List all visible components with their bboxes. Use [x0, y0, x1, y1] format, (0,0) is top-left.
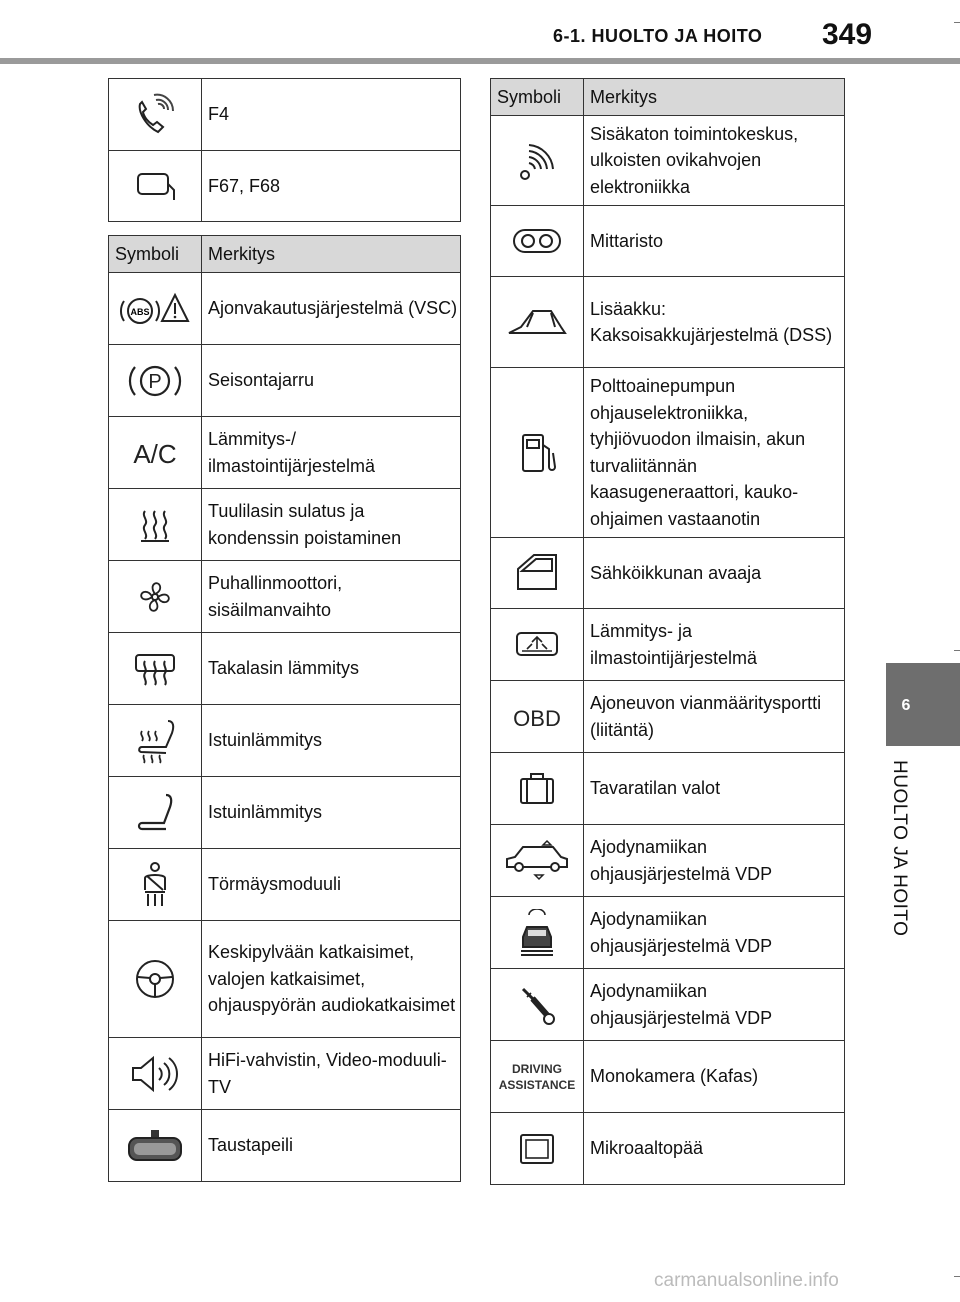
meaning-cell: Taustapeili: [202, 1110, 461, 1182]
symbol-cell: [491, 116, 584, 206]
table-row: [109, 705, 461, 777]
car-adjust-icon: [515, 909, 559, 957]
symbol-cell: [491, 753, 584, 825]
meaning-cell: Tavaratilan valot: [584, 753, 845, 825]
meaning-cell: Lämmitys- ja ilmastointijärjestelmä: [584, 609, 845, 681]
meaning-cell: Ajodynamiikan ohjausjärjestelmä VDP: [584, 825, 845, 897]
fan-icon: [134, 576, 176, 618]
table-row: [109, 561, 461, 633]
svg-text:ABS: ABS: [130, 306, 150, 317]
table-row: [491, 277, 845, 368]
table-row: [491, 368, 845, 538]
chapter-number: 6: [901, 697, 911, 714]
symbol-cell: [109, 1110, 202, 1182]
column-header: Symboli: [491, 79, 584, 116]
meaning-cell: F67, F68: [202, 151, 461, 222]
trunk-light-icon: [515, 769, 559, 809]
meaning-cell: F4: [202, 79, 461, 151]
key-signal-icon: [517, 139, 557, 183]
damper-icon: [515, 981, 559, 1029]
symbol-cell: [109, 417, 202, 489]
speaker-icon: [127, 1052, 183, 1096]
symbol-cell: [491, 538, 584, 609]
page-number: 349: [822, 18, 873, 51]
meaning-cell: Istuinlämmitys: [202, 777, 461, 849]
table-row: [109, 273, 461, 345]
table-row: [109, 849, 461, 921]
meaning-cell: Keskipylvään katkaisimet, valojen katkaisimet, ohjauspyörän audiokatkaisimet: [202, 921, 461, 1038]
symbol-cell: [109, 561, 202, 633]
table-row: [491, 538, 845, 609]
table-header-row: [491, 79, 845, 116]
symbol-cell: [109, 921, 202, 1038]
meaning-cell: Mittaristo: [584, 206, 845, 277]
section-title: 6-1. HUOLTO JA HOITO: [553, 26, 763, 46]
table-row: [491, 753, 845, 825]
meaning-cell: Lisäakku: Kaksoisakkujärjestelmä (DSS): [584, 277, 845, 368]
symbol-cell: [109, 777, 202, 849]
rearview-mirror-icon: [123, 1126, 187, 1166]
phone-signal-icon: [130, 90, 180, 140]
symbol-cell: [491, 1041, 584, 1113]
table-row: [109, 1110, 461, 1182]
battery-car-icon: [505, 305, 569, 339]
symbol-cell: [491, 969, 584, 1041]
airbag-seatbelt-icon: [135, 860, 175, 910]
symbol-cell: [109, 79, 202, 151]
table-row: [109, 1038, 461, 1110]
table-row: [491, 609, 845, 681]
meaning-cell: Istuinlämmitys: [202, 705, 461, 777]
symbol-cell: [491, 825, 584, 897]
fuse-table-right: [490, 78, 845, 1185]
header-rule: [0, 58, 960, 64]
meaning-cell: Ajodynamiikan ohjausjärjestelmä VDP: [584, 969, 845, 1041]
rear-defrost-icon: [132, 649, 178, 689]
symbol-cell: [491, 1113, 584, 1185]
table-row: [109, 417, 461, 489]
footer-watermark: carmanualsonline.info: [654, 1270, 839, 1291]
column-header: Merkitys: [584, 79, 845, 116]
table-row: [491, 969, 845, 1041]
radar-icon: [517, 1131, 557, 1167]
symbol-cell: [109, 1038, 202, 1110]
symbol-cell: [491, 681, 584, 753]
seat-icon: [132, 789, 178, 837]
table-row: [109, 151, 461, 222]
table-row: [491, 897, 845, 969]
margin-tick: [954, 1276, 960, 1277]
table-row: [109, 633, 461, 705]
table-row: [491, 116, 845, 206]
parking-brake-icon: [127, 358, 183, 404]
meaning-cell: Puhallinmoottori, sisäilmanvaihto: [202, 561, 461, 633]
fuse-table-top: [108, 78, 461, 222]
meaning-cell: Lämmitys-/ ilmastointijärjestelmä: [202, 417, 461, 489]
table-row: [491, 825, 845, 897]
obd-icon: [507, 699, 567, 735]
obd-icon-label: OBD: [513, 705, 561, 731]
symbol-cell: [109, 849, 202, 921]
driving-label: DRIVING: [511, 1061, 563, 1076]
table-row: [109, 489, 461, 561]
meaning-cell: Ajodynamiikan ohjausjärjestelmä VDP: [584, 897, 845, 969]
meaning-cell: Monokamera (Kafas): [584, 1041, 845, 1113]
driving-assistance-icon: [495, 1057, 579, 1097]
meaning-cell: Ajoneuvon vianmääritysportti (liitäntä): [584, 681, 845, 753]
fuel-pump-icon: [517, 431, 557, 475]
meaning-cell: Seisontajarru: [202, 345, 461, 417]
table-row: [109, 921, 461, 1038]
table-row: [491, 1041, 845, 1113]
meaning-cell: Sisäkaton toimintokeskus, ulkoisten ovikahvojen elektroniikka: [584, 116, 845, 206]
steering-wheel-icon: [133, 957, 177, 1001]
seat-heating-icon: [132, 717, 178, 765]
climate-control-icon: [512, 627, 562, 663]
table-row: [491, 1113, 845, 1185]
ac-icon-label: A/C: [133, 438, 177, 469]
symbol-cell: [109, 345, 202, 417]
table-row: [491, 206, 845, 277]
symbol-cell: [109, 489, 202, 561]
symbol-cell: [491, 609, 584, 681]
meaning-cell: Ajonvakautusjärjestelmä (VSC): [202, 273, 461, 345]
suv-height-icon: [501, 839, 573, 883]
assistance-label: ASSISTANCE: [498, 1077, 576, 1092]
meaning-cell: Tuulilasin sulatus ja kondenssin poistaminen: [202, 489, 461, 561]
margin-tick: [954, 650, 960, 651]
ac-icon: [127, 433, 183, 473]
meaning-cell: Mikroaaltopää: [584, 1113, 845, 1185]
table-row: [109, 345, 461, 417]
power-window-icon: [512, 551, 562, 595]
column-header: Symboli: [109, 236, 202, 273]
meaning-cell: Sähköikkunan avaaja: [584, 538, 845, 609]
symbol-cell: [491, 277, 584, 368]
margin-tick: [954, 22, 960, 23]
symbol-cell: [491, 368, 584, 538]
table-row: [491, 681, 845, 753]
meaning-cell: Polttoainepumpun ohjauselektroniikka, tyhjiövuodon ilmaisin, akun turvaliitännän kaasugeneraattori, kauko-ohjaimen vastaanotin: [584, 368, 845, 538]
meaning-cell: HiFi-vahvistin, Video-moduuli-TV: [202, 1038, 461, 1110]
symbol-cell: [109, 273, 202, 345]
symbol-cell: [109, 633, 202, 705]
table-header-row: [109, 236, 461, 273]
symbol-cell: [109, 151, 202, 222]
instrument-cluster-icon: [509, 224, 565, 258]
windshield-defrost-icon: [135, 505, 175, 545]
meaning-cell: Takalasin lämmitys: [202, 633, 461, 705]
chapter-label: HUOLTO JA HOITO: [889, 760, 910, 937]
symbol-cell: [491, 897, 584, 969]
meaning-cell: Törmäysmoduuli: [202, 849, 461, 921]
symbol-cell: [109, 705, 202, 777]
svg-text:P: P: [148, 370, 162, 393]
mirror-adjust-icon: [130, 166, 180, 206]
table-row: [109, 777, 461, 849]
table-row: [109, 79, 461, 151]
fuse-table-left: [108, 235, 461, 1182]
symbol-cell: [491, 206, 584, 277]
abs-warning-icon: [118, 289, 192, 329]
column-header: Merkitys: [202, 236, 461, 273]
